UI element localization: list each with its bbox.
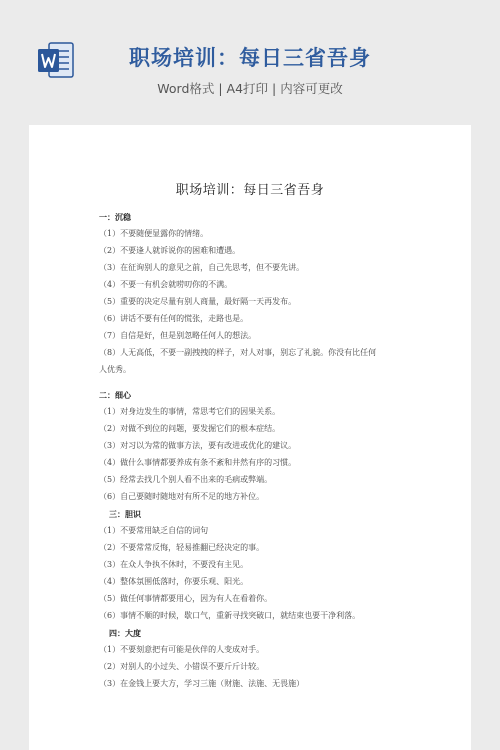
list-item: （2）不要常常反悔，轻易推翻已经决定的事。 bbox=[99, 543, 265, 552]
list-item: （1）对身边发生的事情，常思考它们的因果关系。 bbox=[99, 407, 281, 416]
list-item: （3）对习以为常的做事方法，要有改进或优化的建议。 bbox=[99, 441, 297, 450]
header-banner bbox=[0, 0, 500, 125]
list-item: （2）不要逢人就诉说你的困难和遭遇。 bbox=[99, 246, 241, 255]
list-item: （4）整体氛围低落时，你要乐观、阳光。 bbox=[99, 577, 249, 586]
section-heading: 四：大度 bbox=[109, 628, 141, 638]
list-item: （5）重要的决定尽量有别人商量，最好隔一天再发布。 bbox=[99, 297, 297, 306]
list-item: （1）不要刻意把有可能是伙伴的人变成对手。 bbox=[99, 645, 265, 654]
list-item: （8）人无高低，不要一副拽拽的样子，对人对事，别忘了礼貌。你没有比任何 bbox=[99, 348, 377, 357]
list-item: （1）不要常用缺乏自信的词句 bbox=[99, 526, 209, 535]
list-item: （3）在众人争执不休时，不要没有主见。 bbox=[99, 560, 249, 569]
list-item: （4）不要一有机会就唠叨你的不满。 bbox=[99, 280, 233, 289]
document-title: 职场培训：每日三省吾身 bbox=[175, 183, 325, 198]
list-item: （3）在征询别人的意见之前，自己先思考，但不要先讲。 bbox=[99, 263, 305, 272]
document-page bbox=[29, 125, 471, 750]
header-title: 职场培训：每日三省吾身 bbox=[129, 46, 371, 70]
list-item: （5）做任何事情都要用心，因为有人在看着你。 bbox=[99, 594, 273, 603]
list-item: （7）自信是好，但是别忽略任何人的想法。 bbox=[99, 331, 257, 340]
list-item: （6）自己要随时随地对有所不足的地方补位。 bbox=[99, 492, 265, 501]
section-heading: 一：沉稳 bbox=[99, 212, 131, 222]
list-item: （5）经常去找几个别人看不出来的毛病或弊端。 bbox=[99, 475, 273, 484]
section-heading: 三：胆识 bbox=[109, 509, 141, 519]
list-item: （3）在金钱上要大方，学习三施（财施、法施、无畏施） bbox=[99, 679, 305, 688]
list-item: （2）对别人的小过失、小错误不要斤斤计较。 bbox=[99, 662, 265, 671]
list-item: （1）不要随便显露你的情绪。 bbox=[99, 229, 209, 238]
list-item: （6）事情不顺的时候，歇口气，重新寻找突破口，就结束也要干净利落。 bbox=[99, 611, 361, 620]
list-item: （4）做什么事情都要养成有条不紊和井然有序的习惯。 bbox=[99, 458, 297, 467]
list-item: （2）对做不到位的问题，要发掘它们的根本症结。 bbox=[99, 424, 281, 433]
list-item: （6）讲话不要有任何的慌张，走路也是。 bbox=[99, 314, 249, 323]
header-subtitle: Word格式 | A4打印 | 内容可更改 bbox=[157, 81, 343, 96]
list-item: 人优秀。 bbox=[99, 365, 131, 374]
section-heading: 二：细心 bbox=[99, 390, 131, 400]
